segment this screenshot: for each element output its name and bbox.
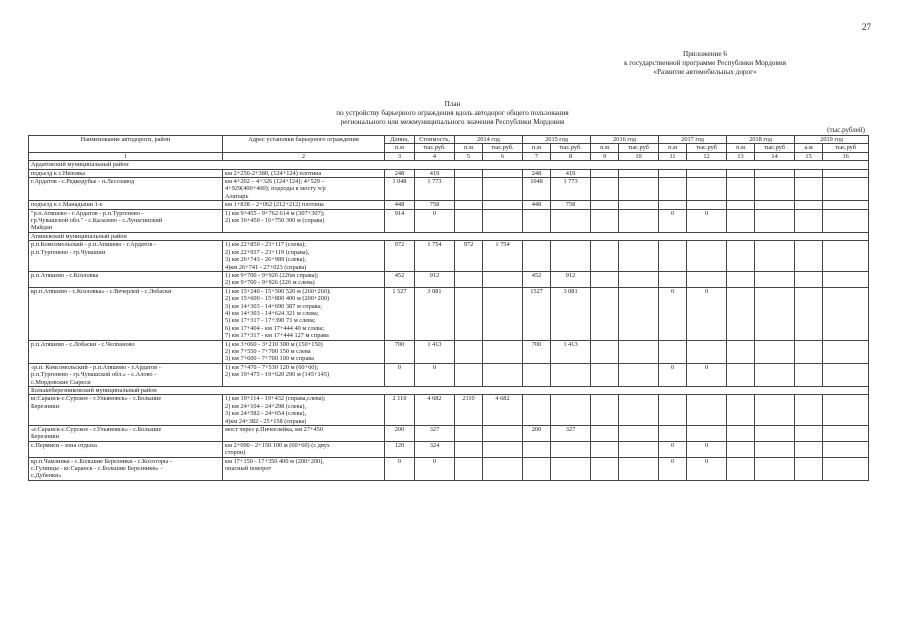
empty-cell	[795, 209, 823, 232]
y2017-length	[659, 241, 687, 272]
cost-value: 327	[415, 426, 455, 442]
y2014-cost	[483, 287, 523, 340]
barrier-address: км 2+256-2+380, (124+124) плотина	[223, 169, 385, 177]
road-name: г.Ардатов - с.Редкодубье - п.Лесозавод	[29, 178, 223, 201]
y2017-cost: 0	[687, 457, 727, 480]
y2014-cost: 4 682	[483, 395, 523, 426]
table-row	[29, 363, 869, 386]
column-number: 10	[619, 152, 659, 160]
cost-value: 0	[415, 457, 455, 480]
y2017-length: 0	[659, 441, 687, 457]
length-value: 248	[385, 169, 415, 177]
y2015-length	[523, 363, 551, 386]
y2017-length: 0	[659, 457, 687, 480]
empty-cell	[823, 287, 869, 340]
y2014-length	[455, 287, 483, 340]
y2016-length	[591, 241, 619, 272]
barrier-address: 1) км 7+470 - 7+530 120 м (60+60); 2) км 19+475 - 19+620 290 м (145+145)	[223, 363, 385, 386]
y2016-cost	[619, 457, 659, 480]
length-value: 120	[385, 441, 415, 457]
y2014-cost	[483, 441, 523, 457]
barrier-address: 1) км 9+455 - 9+762 614 м (307+307); 2) км 16+450 - 16+750 300 м (справа)	[223, 209, 385, 232]
y2016-cost	[619, 201, 659, 209]
empty-cell	[823, 395, 869, 426]
y2014-length: 972	[455, 241, 483, 272]
empty-cell	[795, 340, 823, 363]
empty-cell	[727, 426, 755, 442]
y2017-length: 0	[659, 287, 687, 340]
district-name: Атяшевский муниципальный район	[29, 232, 869, 240]
header-address: Адрес установки барьерного ограждения	[223, 136, 385, 153]
y2016-length	[591, 287, 619, 340]
empty-cell	[823, 363, 869, 386]
y2016-length	[591, 426, 619, 442]
empty-cell	[755, 426, 795, 442]
y2016-length	[591, 441, 619, 457]
cost-value: 912	[415, 271, 455, 287]
header-year: 2015 год	[523, 136, 591, 144]
empty-cell	[795, 441, 823, 457]
barrier-plan-table	[28, 135, 869, 481]
y2015-cost: 912	[551, 271, 591, 287]
y2015-cost: 758	[551, 201, 591, 209]
y2015-cost: 419	[551, 169, 591, 177]
y2014-cost	[483, 201, 523, 209]
cost-value: 1 413	[415, 340, 455, 363]
district-row	[29, 161, 869, 169]
road-name: кр.п.Чамзинка - с.Большие Березники - с.Косогоры - с.Гузинцы - кг.Саранск - с.Большие Березники» - с.Дубенки»	[29, 457, 223, 480]
y2014-length	[455, 169, 483, 177]
barrier-address: км 1+838 – 2+062 (212+212) плотина	[223, 201, 385, 209]
empty-cell	[823, 441, 869, 457]
y2017-length	[659, 340, 687, 363]
road-name: подъезд к с.Манадыши 1-е	[29, 201, 223, 209]
y2016-cost	[619, 287, 659, 340]
header-year: 2017 год	[659, 136, 727, 144]
empty-cell	[823, 340, 869, 363]
y2015-cost: 1 773	[551, 178, 591, 201]
empty-cell	[795, 395, 823, 426]
empty-cell	[727, 201, 755, 209]
header-year: 2016 год	[591, 136, 659, 144]
y2016-cost	[619, 426, 659, 442]
y2014-cost	[483, 363, 523, 386]
column-number: 14	[755, 152, 795, 160]
table-row	[29, 241, 869, 272]
road-name: кг.Саранск-с.Сурское - г.Ульяновск» - с.Большие Березники	[29, 395, 223, 426]
column-number: 4	[415, 152, 455, 160]
header-name: Наименование автодороги, район	[29, 136, 223, 153]
empty-cell	[755, 169, 795, 177]
empty-cell	[755, 241, 795, 272]
y2016-length	[591, 340, 619, 363]
header-unit: тыс.руб.	[415, 144, 455, 152]
appendix-line-2: к государственной программе Республики Мордовия	[623, 59, 787, 67]
empty-cell	[795, 201, 823, 209]
y2016-cost	[619, 178, 659, 201]
empty-cell	[755, 363, 795, 386]
appendix-header	[565, 50, 845, 77]
empty-cell	[755, 395, 795, 426]
district-row	[29, 232, 869, 240]
length-value: 2 110	[385, 395, 415, 426]
empty-cell	[823, 241, 869, 272]
header-unit: тыс.руб	[619, 144, 659, 152]
empty-cell	[727, 271, 755, 287]
y2017-cost	[687, 169, 727, 177]
header-unit: п.м	[455, 144, 483, 152]
empty-cell	[755, 457, 795, 480]
y2017-cost	[687, 426, 727, 442]
y2014-length	[455, 178, 483, 201]
y2015-cost	[551, 209, 591, 232]
y2017-cost	[687, 201, 727, 209]
empty-cell	[795, 169, 823, 177]
y2017-length	[659, 395, 687, 426]
table-row	[29, 441, 869, 457]
empty-cell	[795, 363, 823, 386]
barrier-address: 1) км 3+060 - 3+210 300 м (150+150) 2) км 7+550 - 7+700 150 м слева 3) км 7+600 - 7+700 100 м справа	[223, 340, 385, 363]
y2015-length: 248	[523, 169, 551, 177]
header-year: 2014 год	[455, 136, 523, 144]
barrier-address: км 4+202 – 4+326 (124+124); 4+529 – 4+929(400+400); подходы к мосту ч/р Алатырь	[223, 178, 385, 201]
y2015-length: 200	[523, 426, 551, 442]
y2014-cost	[483, 340, 523, 363]
y2015-length	[523, 457, 551, 480]
y2015-cost	[551, 441, 591, 457]
empty-cell	[755, 271, 795, 287]
empty-cell	[823, 457, 869, 480]
empty-cell	[795, 426, 823, 442]
empty-cell	[755, 340, 795, 363]
appendix-line-1: Приложение 6	[683, 50, 727, 58]
table-row	[29, 287, 869, 340]
cost-value: 324	[415, 441, 455, 457]
cost-value: 1 754	[415, 241, 455, 272]
header-unit: п.м	[659, 144, 687, 152]
title-line-2: по устройству барьерного ограждения вдоль автодорог общего пользования	[336, 109, 569, 117]
y2014-length	[455, 271, 483, 287]
column-number: 6	[483, 152, 523, 160]
unit-label: (тыс.рублей)	[827, 126, 865, 134]
barrier-address: км 17+150 - 17+350 400 м (200+200), опасный поворот	[223, 457, 385, 480]
empty-cell	[727, 457, 755, 480]
column-number: 16	[823, 152, 869, 160]
table-row	[29, 209, 869, 232]
y2014-length	[455, 441, 483, 457]
empty-cell	[795, 457, 823, 480]
y2016-length	[591, 209, 619, 232]
empty-cell	[755, 209, 795, 232]
road-name: с.Пермиси - зона отдыха	[29, 441, 223, 457]
y2015-length	[523, 395, 551, 426]
y2017-length	[659, 426, 687, 442]
y2014-length	[455, 457, 483, 480]
header-unit: тыс.руб.	[551, 144, 591, 152]
table-row	[29, 178, 869, 201]
empty-cell	[727, 287, 755, 340]
cost-value: 0	[415, 209, 455, 232]
table-row	[29, 271, 869, 287]
table-row	[29, 395, 869, 426]
column-number: 3	[385, 152, 415, 160]
column-number: 5	[455, 152, 483, 160]
empty-cell	[795, 271, 823, 287]
header-length: Длина,	[385, 136, 415, 144]
y2017-cost	[687, 340, 727, 363]
empty-cell	[823, 271, 869, 287]
empty-cell	[727, 441, 755, 457]
column-number: 11	[659, 152, 687, 160]
empty-cell	[795, 287, 823, 340]
y2014-length	[455, 426, 483, 442]
empty-cell	[795, 241, 823, 272]
cost-value: 1 773	[415, 178, 455, 201]
header-unit: п.м	[385, 144, 415, 152]
y2016-length	[591, 271, 619, 287]
y2017-cost	[687, 271, 727, 287]
length-value: 448	[385, 201, 415, 209]
y2016-cost	[619, 169, 659, 177]
y2017-cost	[687, 395, 727, 426]
length-value: 0	[385, 363, 415, 386]
y2014-cost	[483, 178, 523, 201]
road-name: подъезд к с.Низовка	[29, 169, 223, 177]
y2014-cost	[483, 457, 523, 480]
barrier-address: 1) км 9+700 - 9+926 (226м справа); 2) км 9+700 - 9+926 (226 м слева)	[223, 271, 385, 287]
y2014-length	[455, 201, 483, 209]
y2017-cost	[687, 178, 727, 201]
y2016-cost	[619, 395, 659, 426]
header-cost: Стоимость,	[415, 136, 455, 144]
header-unit: п.м	[591, 144, 619, 152]
y2016-cost	[619, 441, 659, 457]
barrier-address: 1) км 19+114 - 19+432 (справа,слева); 2) км 24+104 - 24+298 (слева), 3) км 24+582 - 24+654 (слева), 4)км 24+382 - 25+158 (справа)	[223, 395, 385, 426]
y2017-cost: 0	[687, 287, 727, 340]
document-title	[0, 100, 905, 127]
header-unit: тыс.руб.	[483, 144, 523, 152]
empty-cell	[823, 201, 869, 209]
y2015-length: 700	[523, 340, 551, 363]
road-name: р.п.Атяшево - с.Козловка	[29, 271, 223, 287]
y2015-length: 1048	[523, 178, 551, 201]
road-name: «р.п. Комсомольский - р.п.Атяшево - г.Ардатов - р.п.Тургенево - гр.Чувашской обл.» - с.Алово - с.Мордовские Сыреси	[29, 363, 223, 386]
y2014-length	[455, 209, 483, 232]
barrier-address: 1) км 15+240 - 15+500 520 м (260+260); 2) км 15+600 - 15+800 400 м (200+200) 3) км 14+303 - 14+690 387 м справа; 4) км 14+303 - 14+624 321 м слева; 5) км 17+317 - 17+390 73 м слева; 6) км 17+404 - км 17+444 40 м слева; 7) км 17+317 - км 17+444 127 м справа	[223, 287, 385, 340]
y2016-length	[591, 201, 619, 209]
column-number: 2	[223, 152, 385, 160]
y2016-cost	[619, 241, 659, 272]
district-name: Большеберезниковский муниципальный район	[29, 387, 869, 395]
length-value: 914	[385, 209, 415, 232]
header-unit: тыс.руб	[823, 144, 869, 152]
y2017-length	[659, 169, 687, 177]
y2017-cost: 0	[687, 209, 727, 232]
y2016-length	[591, 178, 619, 201]
y2015-length	[523, 241, 551, 272]
table-row	[29, 457, 869, 480]
cost-value: 0	[415, 363, 455, 386]
header-unit: п.м	[727, 144, 755, 152]
y2014-length	[455, 340, 483, 363]
y2017-cost: 0	[687, 441, 727, 457]
y2015-cost	[551, 457, 591, 480]
y2015-cost	[551, 241, 591, 272]
page-number: 27	[862, 22, 871, 32]
y2014-length: 2110	[455, 395, 483, 426]
y2016-length	[591, 363, 619, 386]
header-row-numbers	[29, 152, 869, 160]
y2015-cost	[551, 363, 591, 386]
road-name: "р.п.Атяшево - г.Ардатов - р.п.Тургенево - гр.Чувашской обл." - с.Калазево - с.Луньгинский Майдан	[29, 209, 223, 232]
y2017-length	[659, 201, 687, 209]
empty-cell	[755, 441, 795, 457]
y2017-length: 0	[659, 363, 687, 386]
empty-cell	[727, 241, 755, 272]
road-name: «г.Саранск-с.Сурское - г.Ульяновск» - с.Большие Березники	[29, 426, 223, 442]
y2014-cost: 1 754	[483, 241, 523, 272]
cost-value: 4 682	[415, 395, 455, 426]
empty-cell	[795, 178, 823, 201]
empty-cell	[727, 340, 755, 363]
y2014-cost	[483, 426, 523, 442]
district-row	[29, 387, 869, 395]
y2017-length: 0	[659, 209, 687, 232]
y2014-cost	[483, 271, 523, 287]
cost-value: 758	[415, 201, 455, 209]
y2016-cost	[619, 209, 659, 232]
length-value: 1 048	[385, 178, 415, 201]
empty-cell	[823, 169, 869, 177]
y2017-cost	[687, 241, 727, 272]
road-name: р.п.Комсомольский - р.п.Атяшево - г.Ардатов - р.п.Тургенево - гр.Чувашии	[29, 241, 223, 272]
header-unit: а.м	[795, 144, 823, 152]
column-number: 9	[591, 152, 619, 160]
y2014-cost	[483, 209, 523, 232]
table-row	[29, 169, 869, 177]
y2017-length	[659, 271, 687, 287]
empty-cell	[823, 178, 869, 201]
empty-cell	[755, 201, 795, 209]
title-line-1: План	[444, 100, 461, 108]
title-line-3: регионального или межмуниципального значения Республики Мордовия	[340, 118, 565, 126]
empty-cell	[755, 178, 795, 201]
y2015-cost: 3 081	[551, 287, 591, 340]
y2015-length: 448	[523, 201, 551, 209]
header-unit: тыс.руб	[687, 144, 727, 152]
empty-cell	[727, 395, 755, 426]
y2015-length	[523, 441, 551, 457]
empty-cell	[727, 178, 755, 201]
appendix-line-3: «Развитие автомобильных дорог»	[653, 68, 757, 76]
barrier-address: мост через р.Пичеелейка, км 27+450	[223, 426, 385, 442]
y2015-length: 452	[523, 271, 551, 287]
y2015-length: 1527	[523, 287, 551, 340]
column-number: 13	[727, 152, 755, 160]
header-year: 2019 год	[795, 136, 869, 144]
barrier-address: км 2+090 - 2+150 100 м (60+60) (с двух сторон)	[223, 441, 385, 457]
column-number: 7	[523, 152, 551, 160]
empty-cell	[755, 287, 795, 340]
length-value: 700	[385, 340, 415, 363]
empty-cell	[823, 426, 869, 442]
road-name: р.п.Атяшево - с.Лобаски - с.Челпаново	[29, 340, 223, 363]
y2015-cost: 1 413	[551, 340, 591, 363]
y2017-length	[659, 178, 687, 201]
y2015-cost: 327	[551, 426, 591, 442]
table-row	[29, 426, 869, 442]
road-name: кр.п.Атяшево - с.Козловка» - с.Вечерлей - с.Лобаски	[29, 287, 223, 340]
y2016-cost	[619, 340, 659, 363]
empty-cell	[823, 209, 869, 232]
y2014-length	[455, 363, 483, 386]
length-value: 452	[385, 271, 415, 287]
header-unit: тыс.руб	[755, 144, 795, 152]
length-value: 1 527	[385, 287, 415, 340]
table-row	[29, 201, 869, 209]
y2016-cost	[619, 271, 659, 287]
y2015-length	[523, 209, 551, 232]
column-number: 8	[551, 152, 591, 160]
y2015-cost	[551, 395, 591, 426]
column-number: 15	[795, 152, 823, 160]
barrier-address: 1) км 22+850 - 23+117 (слева); 2) км 22+937 - 23+119 (справа), 3) км 26+743 - 26+989 (слева), 4)км 26+741 - 27+023 (справа)	[223, 241, 385, 272]
district-name: Ардатовский муниципальный район	[29, 161, 869, 169]
y2016-length	[591, 169, 619, 177]
y2016-cost	[619, 363, 659, 386]
header-row-years	[29, 136, 869, 144]
empty-cell	[727, 209, 755, 232]
empty-cell	[727, 363, 755, 386]
length-value: 0	[385, 457, 415, 480]
table-row	[29, 340, 869, 363]
length-value: 200	[385, 426, 415, 442]
length-value: 972	[385, 241, 415, 272]
y2014-cost	[483, 169, 523, 177]
y2017-cost: 0	[687, 363, 727, 386]
column-number: 1	[29, 152, 223, 160]
header-unit: п.м	[523, 144, 551, 152]
y2016-length	[591, 457, 619, 480]
empty-cell	[727, 169, 755, 177]
y2016-length	[591, 395, 619, 426]
header-year: 2018 год	[727, 136, 795, 144]
cost-value: 3 081	[415, 287, 455, 340]
column-number: 12	[687, 152, 727, 160]
cost-value: 419	[415, 169, 455, 177]
